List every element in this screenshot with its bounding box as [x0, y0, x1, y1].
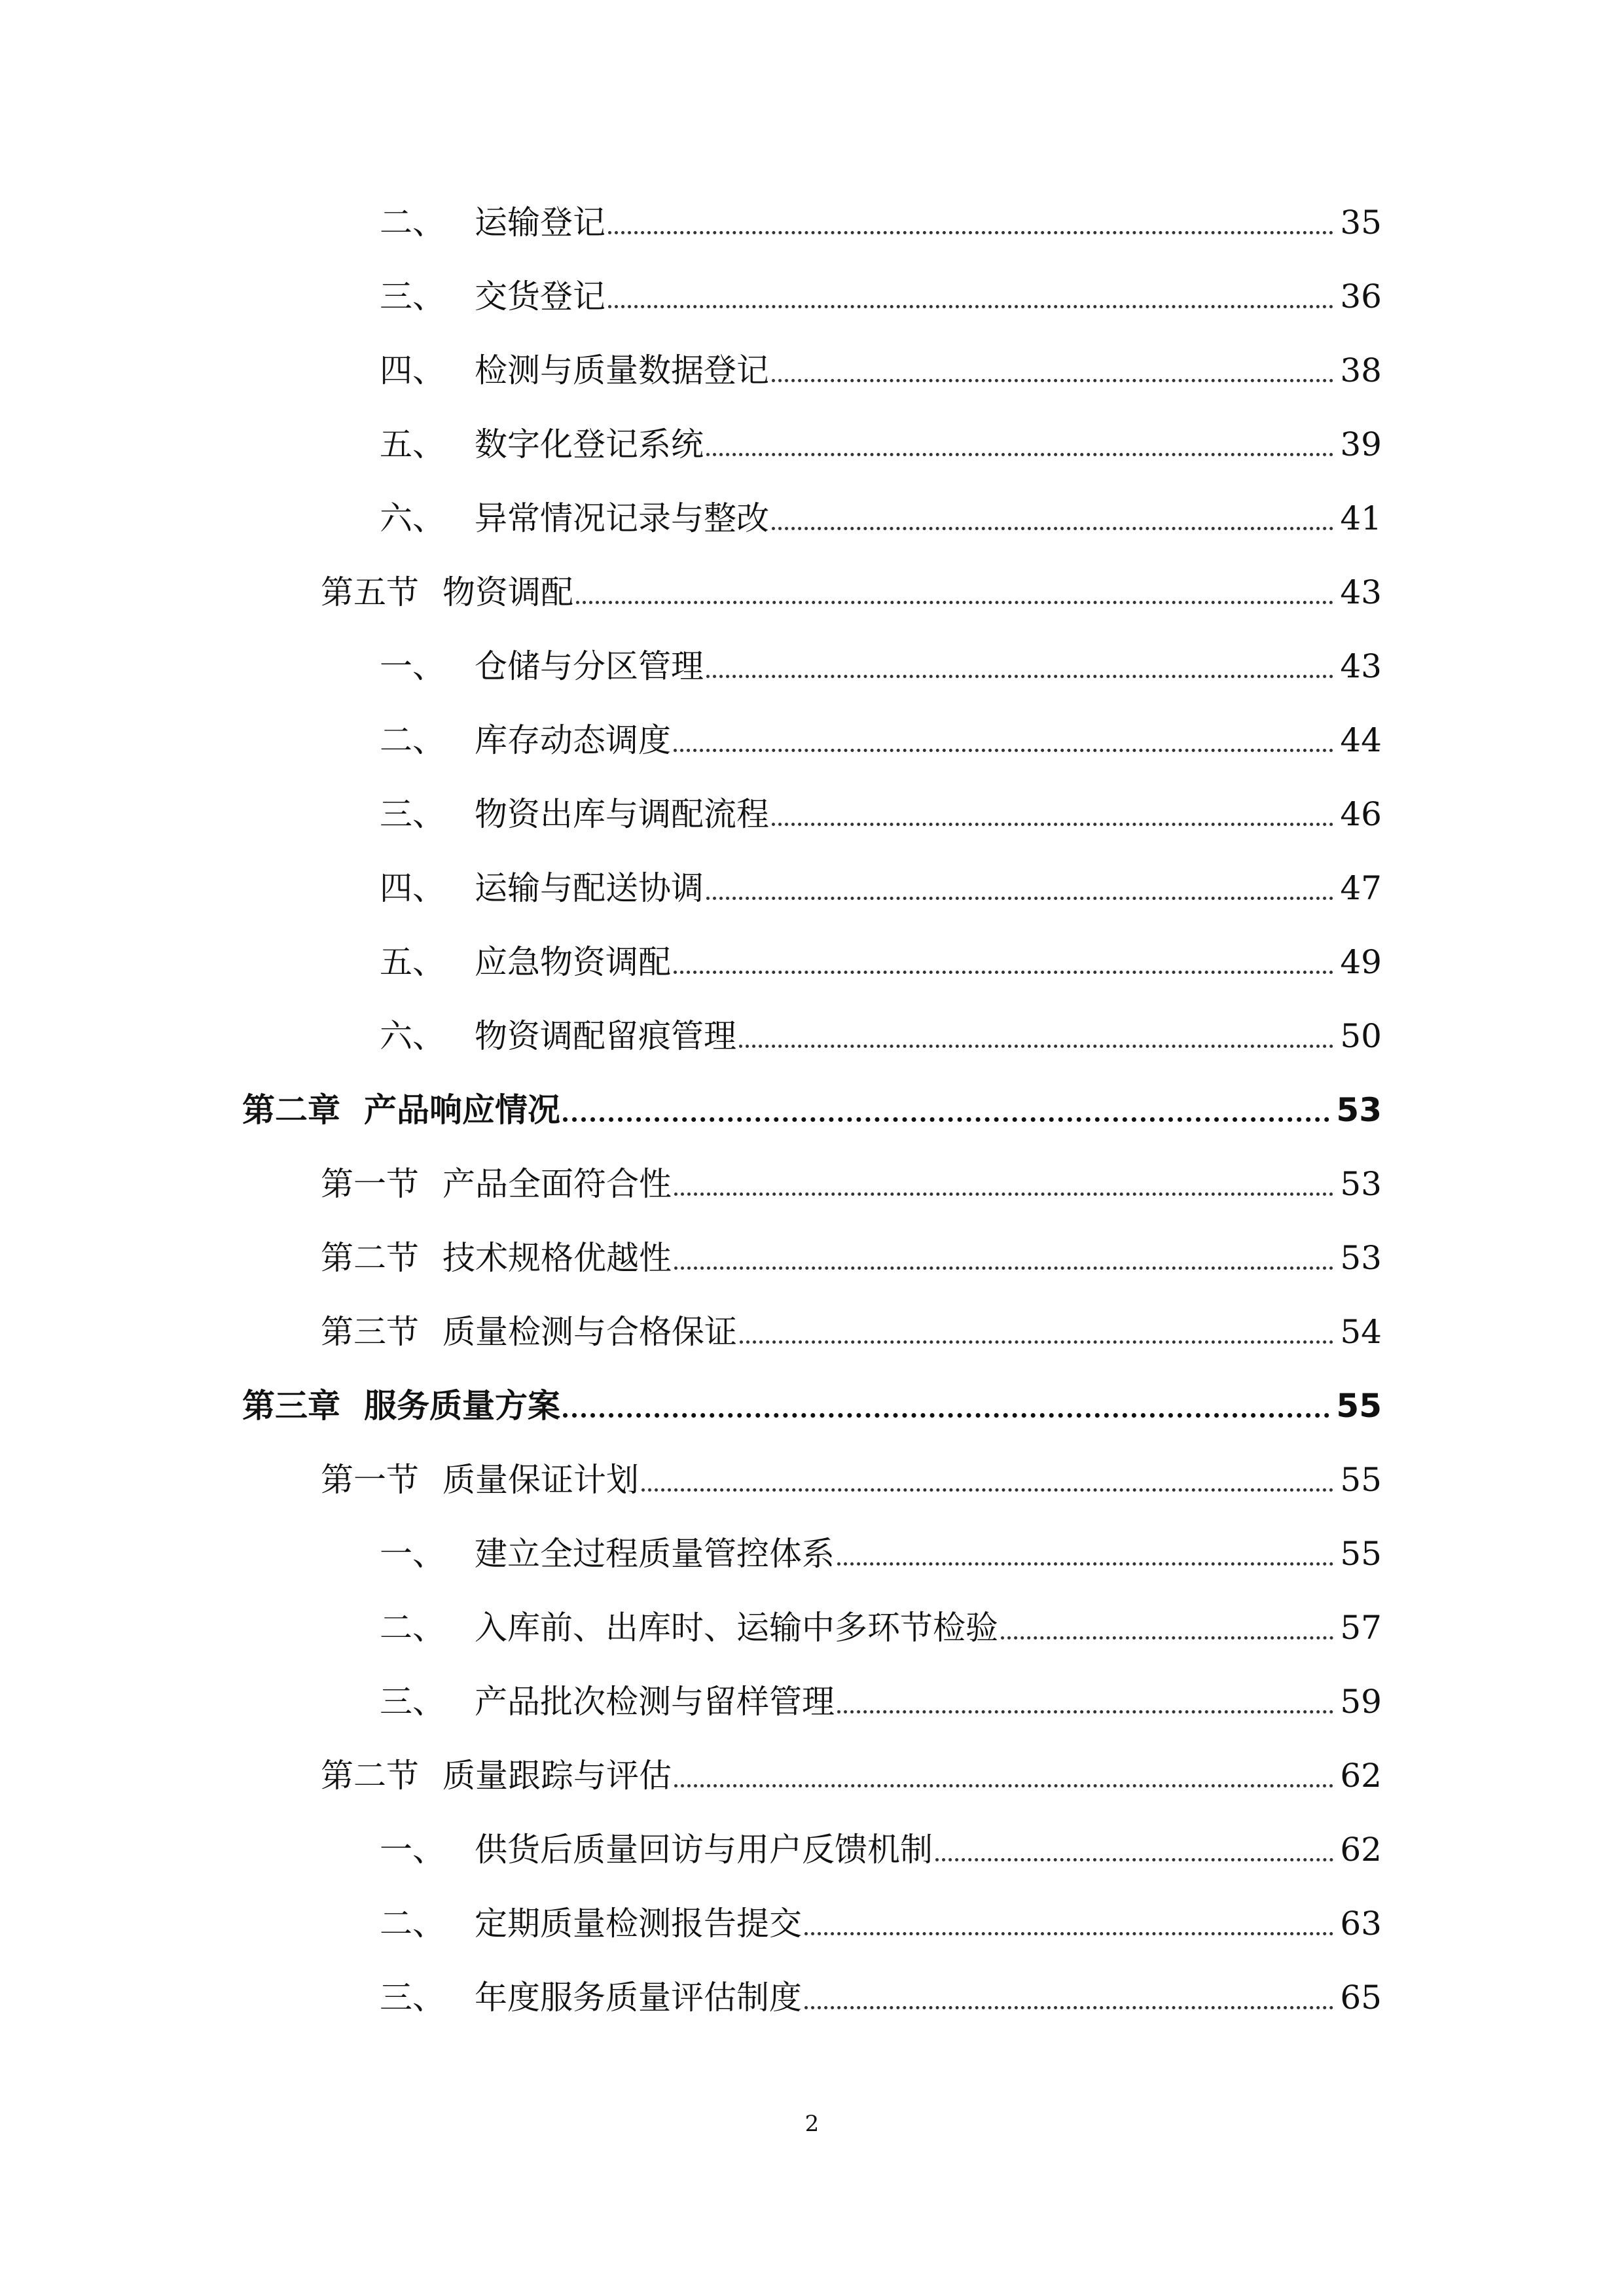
toc-number: 六、 [380, 1017, 445, 1055]
toc-entry[interactable] [380, 344, 1382, 397]
toc-entry[interactable] [380, 788, 1382, 840]
toc-page-number: 50 [1340, 1017, 1382, 1055]
toc-title: 检测与质量数据登记 [475, 351, 769, 389]
toc-page-number: 54 [1340, 1313, 1382, 1351]
toc-title: 产品批次检测与留样管理 [475, 1683, 835, 1721]
toc-page-number: 44 [1340, 721, 1382, 759]
toc-title: 物资调配 [442, 573, 573, 611]
toc-page-number: 53 [1340, 1165, 1382, 1203]
toc-page-number: 35 [1340, 204, 1382, 242]
toc-chapter-entry[interactable] [242, 1084, 1382, 1136]
dot-leader [740, 1340, 1333, 1344]
toc-title: 质量保证计划 [442, 1461, 639, 1499]
dot-leader [641, 1488, 1333, 1492]
toc-entry[interactable] [380, 936, 1382, 988]
toc-entry[interactable] [380, 1676, 1382, 1728]
dot-leader [706, 453, 1333, 456]
toc-entry[interactable] [380, 1528, 1382, 1580]
toc-entry[interactable] [380, 1010, 1382, 1062]
toc-page-number: 36 [1340, 278, 1382, 315]
dot-leader [804, 2006, 1333, 2009]
dot-leader [674, 1784, 1333, 1787]
toc-page-number: 62 [1340, 1831, 1382, 1869]
toc-title: 交货登记 [475, 278, 605, 315]
toc-title: 供货后质量回访与用户反馈机制 [475, 1831, 933, 1869]
toc-number: 六、 [380, 499, 445, 537]
toc-entry[interactable] [380, 492, 1382, 545]
toc-page-number: 63 [1340, 1905, 1382, 1943]
dot-leader [772, 823, 1333, 826]
dot-leader [837, 1710, 1333, 1713]
toc-entry[interactable] [380, 640, 1382, 692]
toc-number: 三、 [380, 1683, 445, 1721]
toc-entry[interactable] [380, 1602, 1382, 1654]
toc-entry[interactable] [380, 1897, 1382, 1950]
toc-number: 第一节 [321, 1165, 419, 1203]
toc-number: 三、 [380, 278, 445, 315]
dot-leader [576, 601, 1333, 604]
toc-page-number: 41 [1340, 499, 1382, 537]
toc-page-number: 49 [1340, 943, 1382, 981]
toc-chapter-entry[interactable] [242, 1380, 1382, 1432]
toc-entry[interactable] [321, 1749, 1382, 1802]
toc-number: 五、 [380, 425, 445, 463]
toc-title: 年度服务质量评估制度 [475, 1979, 802, 2017]
toc-title: 建立全过程质量管控体系 [475, 1535, 835, 1573]
toc-entry[interactable] [321, 1454, 1382, 1506]
toc-number: 三、 [380, 795, 445, 833]
toc-page-number: 38 [1340, 351, 1382, 389]
toc-page-number: 43 [1340, 573, 1382, 611]
toc-title: 入库前、出库时、运输中多环节检验 [475, 1609, 998, 1647]
dot-leader [739, 1045, 1333, 1048]
toc-entry[interactable] [380, 714, 1382, 766]
toc-number: 第二节 [321, 1757, 419, 1795]
toc-page-number: 55 [1336, 1387, 1382, 1425]
toc-title: 应急物资调配 [475, 943, 671, 981]
toc-entry[interactable] [380, 196, 1382, 249]
toc-title: 运输与配送协调 [475, 869, 704, 907]
toc-entry[interactable] [321, 1232, 1382, 1284]
dot-leader [608, 305, 1333, 308]
toc-number: 二、 [380, 204, 445, 242]
toc-entry[interactable] [321, 1158, 1382, 1210]
toc-title: 产品全面符合性 [442, 1165, 672, 1203]
dot-leader [706, 675, 1333, 678]
toc-number: 第二节 [321, 1239, 419, 1277]
toc-number: 第三节 [321, 1313, 419, 1351]
toc-title: 定期质量检测报告提交 [475, 1905, 802, 1943]
toc-number: 二、 [380, 721, 445, 759]
toc-entry[interactable] [321, 566, 1382, 619]
toc-title: 仓储与分区管理 [475, 647, 704, 685]
dot-leader [706, 897, 1333, 900]
toc-page-number: 62 [1340, 1757, 1382, 1795]
toc-title: 物资出库与调配流程 [475, 795, 769, 833]
toc-entry[interactable] [321, 1306, 1382, 1358]
toc-number: 四、 [380, 351, 445, 389]
dot-leader [674, 749, 1333, 752]
toc-title: 物资调配留痕管理 [475, 1017, 736, 1055]
toc-page-number: 53 [1340, 1239, 1382, 1277]
toc-number: 第二章 [242, 1091, 340, 1129]
dot-leader [804, 1932, 1333, 1935]
toc-number: 一、 [380, 1535, 445, 1573]
toc-entry[interactable] [380, 418, 1382, 471]
toc-number: 一、 [380, 1831, 445, 1869]
toc-entry[interactable] [380, 1971, 1382, 2024]
toc-page-number: 57 [1340, 1609, 1382, 1647]
toc-number: 三、 [380, 1979, 445, 2017]
dot-leader [772, 527, 1333, 530]
dot-leader [563, 1117, 1329, 1122]
dot-leader [674, 971, 1333, 974]
toc-page-number: 59 [1340, 1683, 1382, 1721]
toc-number: 第一节 [321, 1461, 419, 1499]
dot-leader [608, 231, 1333, 234]
toc-title: 产品响应情况 [364, 1091, 560, 1129]
toc-page-number: 43 [1340, 647, 1382, 685]
dot-leader [772, 379, 1333, 382]
toc-title: 质量检测与合格保证 [442, 1313, 737, 1351]
toc-entry[interactable] [380, 862, 1382, 914]
toc-title: 质量跟踪与评估 [442, 1757, 672, 1795]
toc-title: 库存动态调度 [475, 721, 671, 759]
dot-leader [1001, 1636, 1333, 1640]
dot-leader [563, 1413, 1329, 1418]
toc-number: 一、 [380, 647, 445, 685]
dot-leader [674, 1193, 1333, 1196]
toc-page-number: 47 [1340, 869, 1382, 907]
toc-page-number: 53 [1336, 1091, 1382, 1129]
dot-leader [935, 1858, 1333, 1861]
toc-page-number: 39 [1340, 425, 1382, 463]
toc-title: 服务质量方案 [364, 1387, 560, 1425]
toc-number: 五、 [380, 943, 445, 981]
toc-title: 异常情况记录与整改 [475, 499, 769, 537]
toc-entry[interactable] [380, 270, 1382, 323]
toc-page-number: 65 [1340, 1979, 1382, 2017]
toc-entry[interactable] [380, 1823, 1382, 1876]
toc-page-number: 55 [1340, 1461, 1382, 1499]
toc-number: 第三章 [242, 1387, 340, 1425]
toc-title: 技术规格优越性 [442, 1239, 672, 1277]
toc-number: 第五节 [321, 573, 419, 611]
page-footer-number: 2 [804, 2111, 820, 2137]
toc-page-number: 46 [1340, 795, 1382, 833]
toc-number: 二、 [380, 1905, 445, 1943]
toc-title: 数字化登记系统 [475, 425, 704, 463]
toc-number: 二、 [380, 1609, 445, 1647]
toc-title: 运输登记 [475, 204, 605, 242]
toc-page-number: 55 [1340, 1535, 1382, 1573]
dot-leader [674, 1266, 1333, 1270]
toc-number: 四、 [380, 869, 445, 907]
dot-leader [837, 1562, 1333, 1566]
